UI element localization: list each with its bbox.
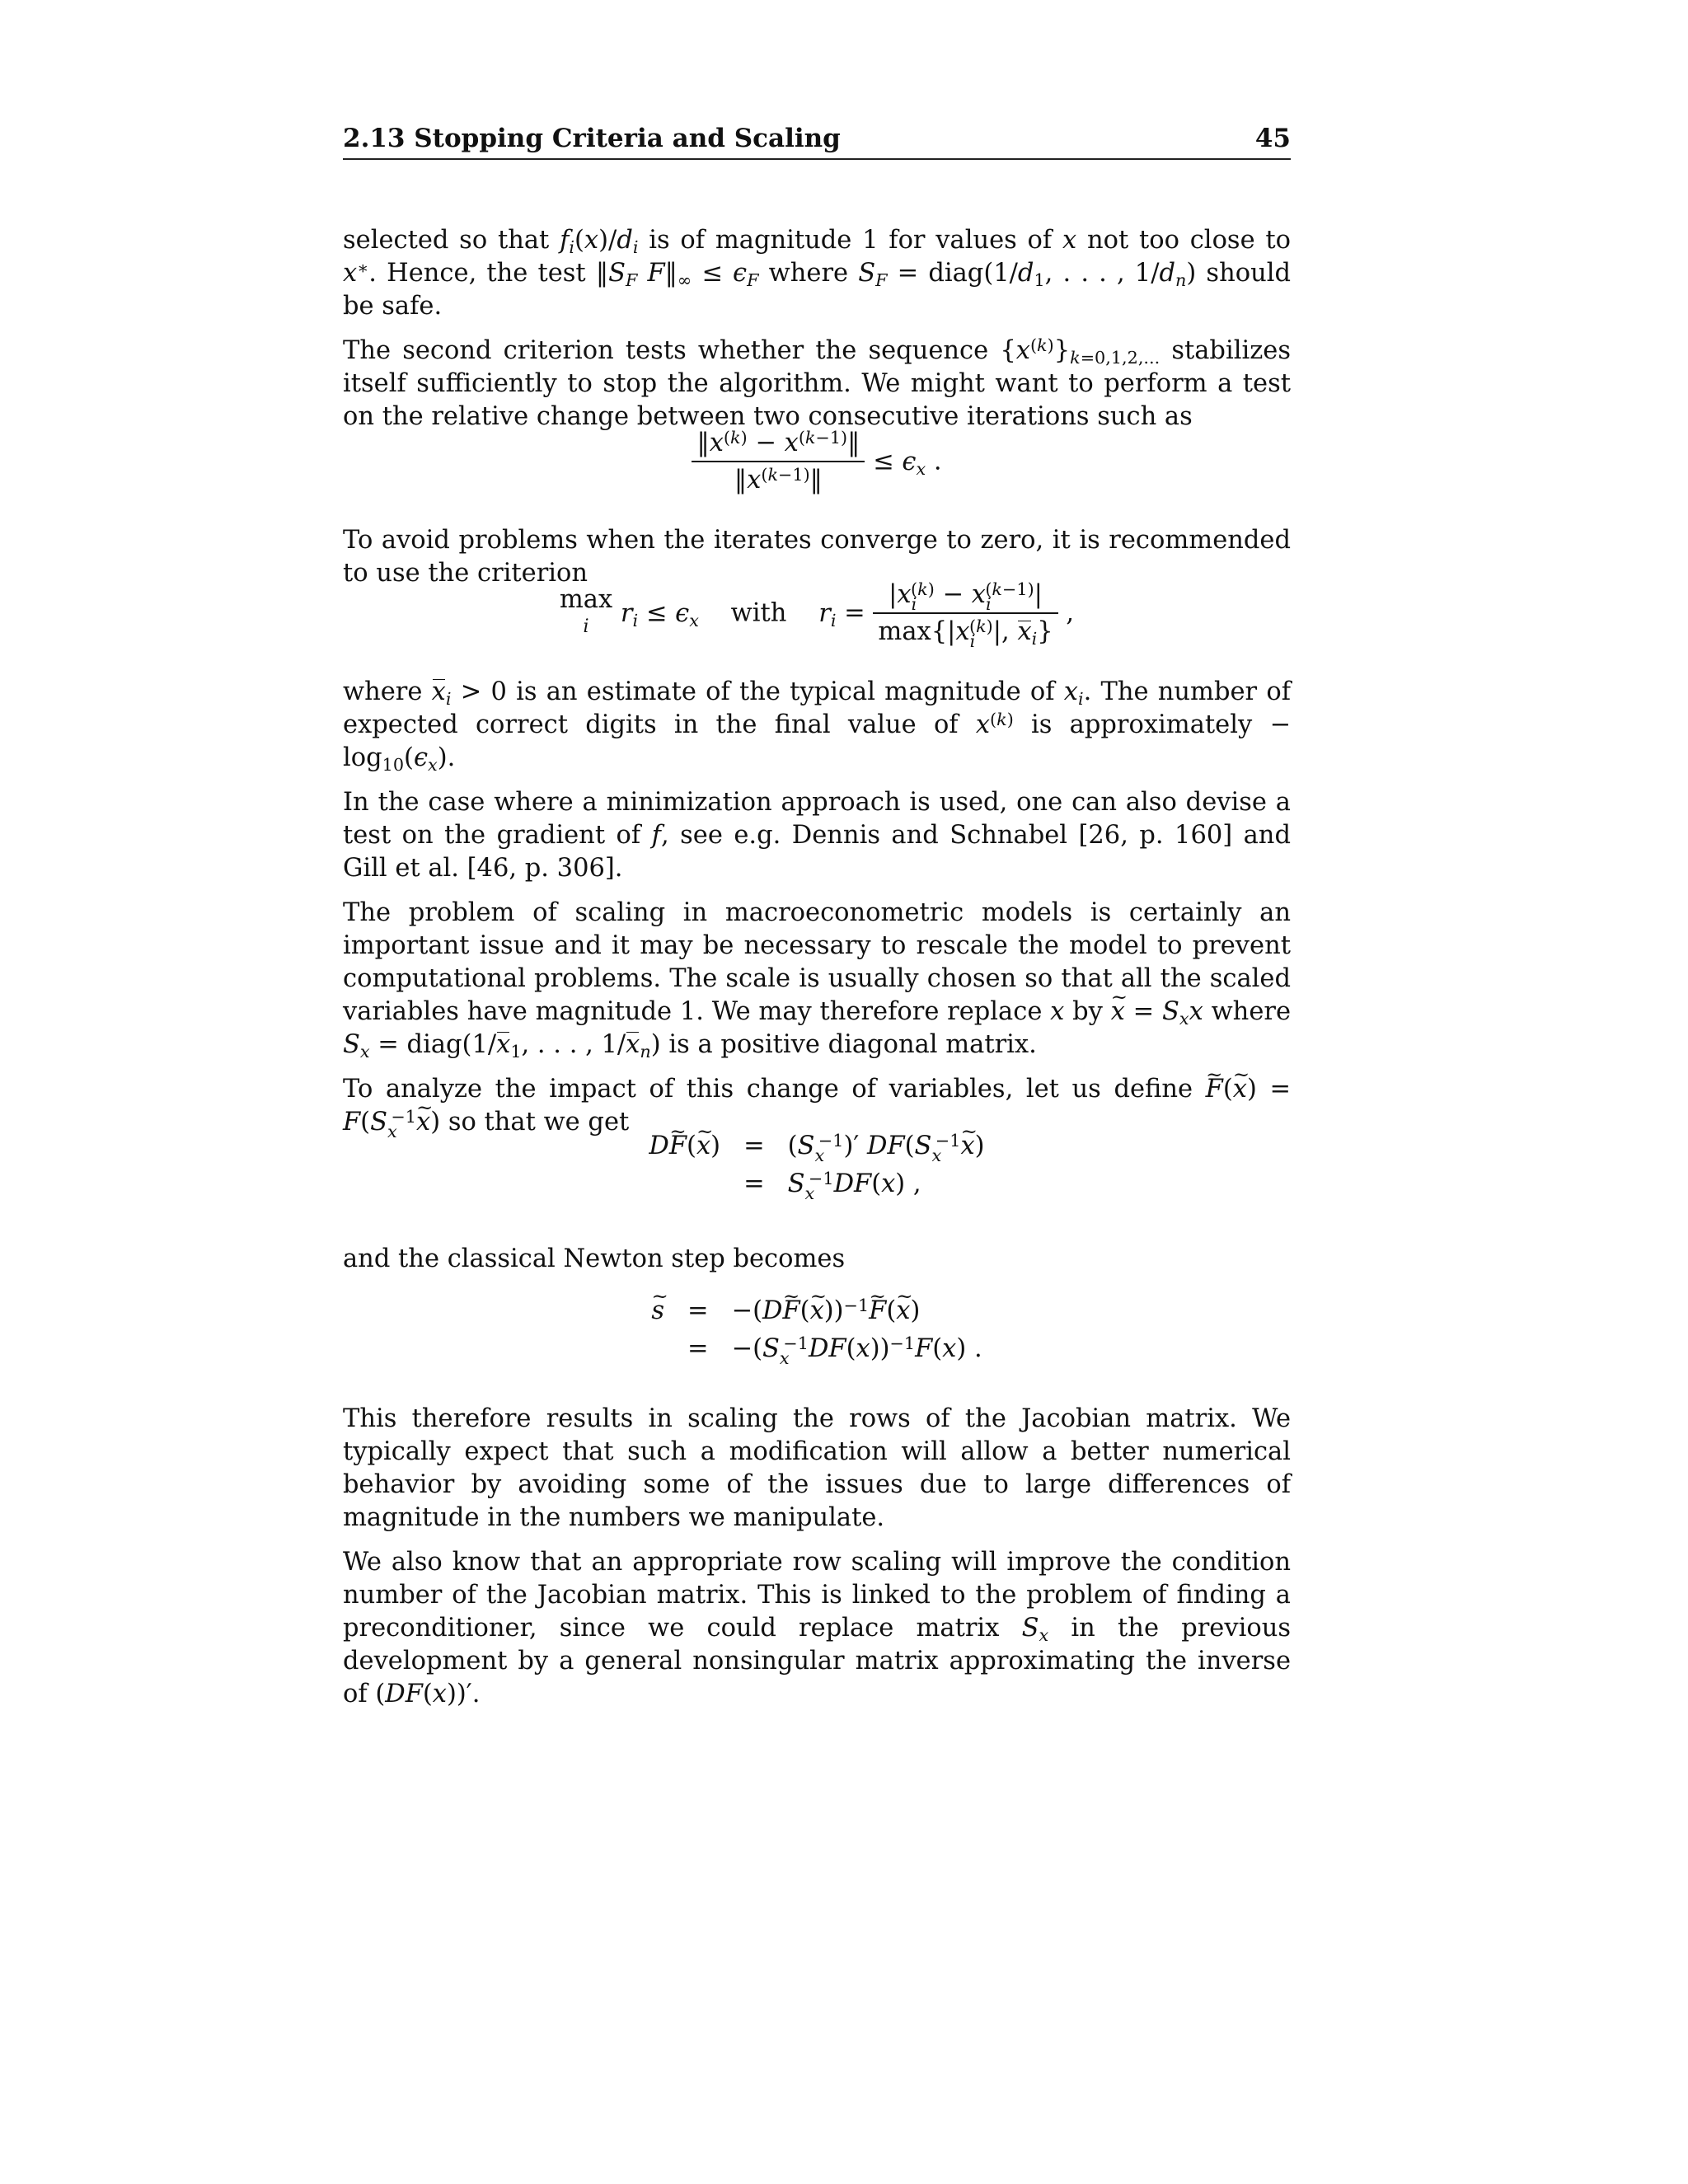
paragraph-5: In the case where a minimization approach is used, one can also devise a test on the gradient of f, see e.g. Dennis and Schnabel [26, p. 160] and Gill et al. [46, p. 306]. <box>343 788 1291 883</box>
paragraph-1: selected so that $f_i(x)/d_i$ is of magnitude 1 for values of x not too close to x∗. Hence, the test $‖S_F$ $F‖_\infty \le \epsilon_F$ where $S_F$ = $diag(1/d_1$, . . . , $1/d_n$) should be safe. <box>343 226 1292 321</box>
paragraph-7: To analyze the impact of this change of variables, let us define ~ F(~ $x) = F(S_x^{-1}\sim$ x) so that we get <box>343 1073 1291 1139</box>
paragraph-2: The second criterion tests whether the sequence $\{x^{(k)}\}_{k=0,1,2,...}$ stabilizes itself sufficiently to stop the algorithm. We might want to perform a test on the relative change between two consecutive iterations such as <box>343 335 1291 431</box>
running-header <box>343 115 1291 160</box>
paragraph-9: This therefore results in scaling the rows of the Jacobian matrix. We typically expect that such a modification will allow a better numerical behavior by avoiding some of the issues due to large differences of magnitude in the numbers we manipulate. <box>343 1404 1291 1532</box>
equation-criterion: max i $r_i \le \epsilon_x$ with $r_i$ = $\frac{|x_i^{(k)} - x_i^{(k-1)}|}{\max\{|x_i^{(k)}|, x_i\}}$ , <box>559 579 1075 652</box>
section-title: 2.13 Stopping Criteria and Scaling <box>343 124 841 153</box>
paragraph-4: where $x_i > 0$ is an estimate of the typical magnitude of $x_i$. The number of expected correct digits in the final value of $x^{(k)}$ is approximately − $\log_{10}(\epsilon_x)$. <box>343 677 1292 776</box>
equation-relative-change: $\frac{‖x^{(k)} - x^{(k-1)}‖}{‖x^{(k-1)}‖}$ ≤ $\epsilon_x$ . <box>343 429 1291 494</box>
body-text-top <box>343 224 1291 445</box>
body-text-middle <box>343 676 1291 1151</box>
page-number: 45 <box>1254 124 1291 153</box>
paragraph-10: We also know that an appropriate row scaling will improve the condition number of the Jacobian matrix. This is linked to the problem of finding a preconditioner, since we could replace matrix $S_x$ in the previous development by a general nonsingular matrix approximating the inverse of (DF(x))′. <box>343 1548 1291 1708</box>
body-text-bottom <box>343 1403 1291 1722</box>
paragraph-8: and the classical Newton step becomes <box>343 1244 846 1273</box>
paragraph-6: The problem of scaling in macroeconometric models is certainly an important issue and it may be necessary to rescale the model to prevent computational problems. The scale is usually chosen so that all the scaled variables have magnitude 1. We may therefore replace x by ~ $x = S_xx$ where $S_x$ = $diag(1/x_1$, . . . , $1/x_n$) is a positive diagonal matrix. <box>343 897 1291 1062</box>
equation-newton-step: ~ s = −(D~ F(~ x))$^{-1}$~ F(~ x) = $-(S_x^{-1}DF(x))^{-1}F(x)$ . <box>343 1292 1291 1368</box>
equation-jacobian: D~ F(~ x) = $(S_x^{-1})'$ $DF(S_x^{-1}\sim$ x) = $S_x^{-1}DF(x)$ , <box>343 1127 1291 1203</box>
paragraph-3: To avoid problems when the iterates converge to zero, it is recommended to use the criterion <box>343 526 1291 588</box>
